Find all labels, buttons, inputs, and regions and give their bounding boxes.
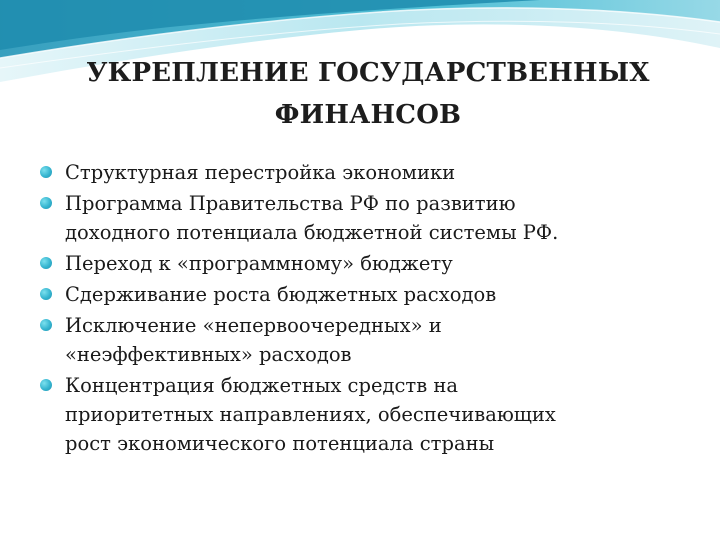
slide-title-line-1: УКРЕПЛЕНИЕ ГОСУДАРСТВЕННЫХ [86,58,650,88]
circle-bullet-icon [40,197,52,209]
bullet-item [40,280,680,309]
slide-title [40,52,696,136]
bullet-text-line: «неэффективных» расходов [65,343,352,366]
bullet-item [40,249,680,278]
bullet-text-line: приоритетных направлениях, обеспечивающих [65,403,556,426]
circle-bullet-icon [40,166,52,178]
bullet-list [40,158,680,460]
circle-bullet-icon [40,257,52,269]
bullet-text-line: рост экономического потенциала страны [65,432,495,455]
bullet-text-line: Сдерживание роста бюджетных расходов [65,283,497,306]
bullet-item [40,311,680,369]
bullet-text-line: Исключение «непервоочередных» и [65,314,442,337]
bullet-text-line: Переход к «программному» бюджету [65,252,453,275]
bullet-item [40,371,680,458]
bullet-text-line: Концентрация бюджетных средств на [65,374,458,397]
circle-bullet-icon [40,288,52,300]
bullet-text-line: Структурная перестройка экономики [65,161,456,184]
circle-bullet-icon [40,319,52,331]
bullet-text-line: доходного потенциала бюджетной системы РФ. [65,221,559,244]
slide-title-line-2: ФИНАНСОВ [274,100,462,130]
bullet-text-line: Программа Правительства РФ по развитию [65,192,516,215]
bullet-item [40,158,680,187]
circle-bullet-icon [40,379,52,391]
bullet-item [40,189,680,247]
